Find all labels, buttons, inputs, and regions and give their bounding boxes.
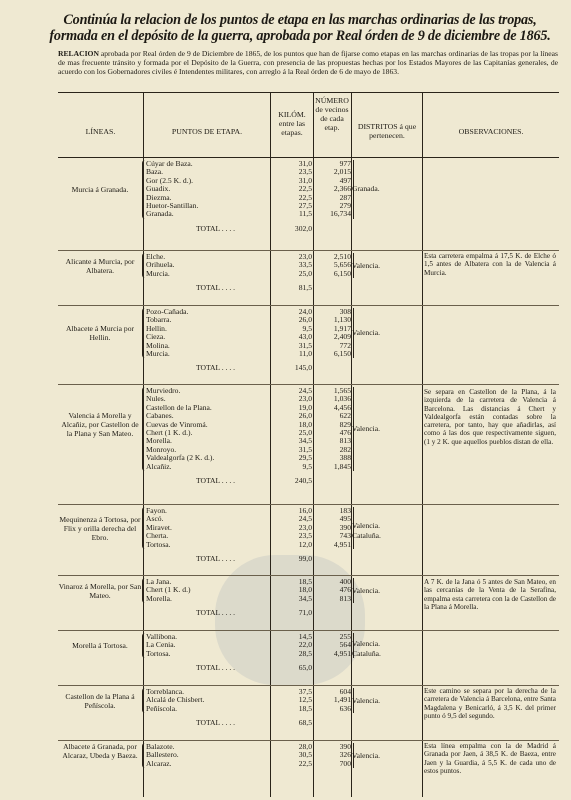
linea-label: Mequinenza á Tortosa, por Flix y orilla derecha del Ebro. <box>59 514 141 542</box>
km-value: 9,5 <box>302 461 312 471</box>
header-puntos: PUNTOS DE ETAPA. <box>171 127 243 136</box>
total-label: TOTAL . . . . <box>196 283 236 293</box>
etapa-town: Orihuela. <box>146 260 175 270</box>
vecinos-value: 390 <box>339 522 351 532</box>
km-value: 24,5 <box>298 386 312 395</box>
km-value: 11,5 <box>298 209 312 219</box>
section-separator <box>58 740 559 741</box>
total-value: 240,5 <box>294 476 312 485</box>
section-separator <box>58 685 559 686</box>
etapa-town: Cherta. <box>146 531 169 541</box>
km-value: 22,5 <box>298 758 312 768</box>
header-lineas: LÍNEAS. <box>85 127 116 136</box>
header-observaciones: OBSERVACIONES. <box>458 127 524 136</box>
vecinos-value: 476 <box>339 428 351 437</box>
km-value: 43,0 <box>298 332 312 342</box>
km-value: 12,0 <box>298 539 312 549</box>
etapa-town: Cieza. <box>146 332 166 342</box>
etapa-town: Murcia. <box>146 349 170 358</box>
total-value: 65,0 <box>298 663 312 673</box>
km-value: 14,5 <box>298 632 312 641</box>
section-separator <box>58 250 559 251</box>
header-top-rule <box>58 92 559 93</box>
total-label: TOTAL . . . . <box>196 663 236 673</box>
etapa-town: Diezma. <box>146 192 172 202</box>
km-value: 34,5 <box>298 436 312 446</box>
etapa-town: Elche. <box>146 252 166 261</box>
vecinos-value: 2,366 <box>333 184 351 194</box>
km-value: 24,0 <box>298 307 312 316</box>
vecinos-value: 700 <box>339 758 351 768</box>
vecinos-value: 495 <box>339 514 351 524</box>
observacion-text: Esta línea empalma con la de Madrid á Granada por Jaen, á 38,5 K. de Baeza, entre Jaen y la Guardia, á 5,5 K. de cada uno de estos puntos. <box>424 742 556 775</box>
vecinos-value: 1,130 <box>333 315 351 325</box>
total-value: 81,5 <box>298 283 312 293</box>
vecinos-value: 388 <box>339 453 351 463</box>
distrito-value: Valencia. <box>352 585 381 595</box>
km-value: 34,5 <box>298 593 312 603</box>
section-separator <box>58 384 559 385</box>
vecinos-value: 1,917 <box>333 323 351 333</box>
vecinos-value: 400 <box>339 577 351 586</box>
km-value: 18,5 <box>298 703 312 713</box>
vecinos-value: 497 <box>339 175 351 185</box>
distrito-value: Cataluña. <box>352 648 381 658</box>
intro-lead: RELACION <box>58 49 99 58</box>
etapa-town: Huetor-Santillan. <box>146 201 199 210</box>
etapa-town: Murcia. <box>146 268 170 278</box>
linea-label: Vinaroz á Morella, por San Mateo. <box>58 581 142 600</box>
total-label: TOTAL . . . . <box>196 363 236 373</box>
etapa-town: Ballestero. <box>146 750 179 760</box>
section-separator <box>58 630 559 631</box>
km-value: 18,0 <box>298 419 312 429</box>
etapa-town: Tortosa. <box>146 648 171 658</box>
km-value: 23,0 <box>298 394 312 404</box>
observacion-text: Esta carretera empalma á 17,5 K. de Elche ó 1,5 antes de Albatera con la de Valencia á Murcia. <box>424 252 556 277</box>
etapa-town: Chert (1 K. d.) <box>146 585 191 595</box>
total-value: 145,0 <box>294 363 312 373</box>
linea-label: Alicante á Murcia, por Albatera. <box>65 256 135 275</box>
header-vecinos: NÚMERO de vecinos de cada etap. <box>315 96 349 132</box>
etapa-town: Vallibona. <box>146 632 178 641</box>
vecinos-value: 1,036 <box>333 394 351 404</box>
km-value: 31,0 <box>298 159 312 168</box>
vecinos-value: 326 <box>339 750 351 760</box>
header-distritos: DISTRITOS á que pertenecen. <box>357 122 417 140</box>
etapa-town: Tobarra. <box>146 315 172 325</box>
km-value: 23,5 <box>298 167 312 177</box>
km-value: 31,5 <box>298 340 312 350</box>
km-value: 29,5 <box>298 453 312 463</box>
km-value: 18,0 <box>298 585 312 595</box>
linea-label: Albacete á Murcia por Hellin. <box>65 324 135 343</box>
vecinos-value: 390 <box>339 742 351 751</box>
distrito-value: Valencia. <box>352 638 381 648</box>
vecinos-value: 743 <box>339 531 351 541</box>
km-value: 28,0 <box>298 742 312 751</box>
column-divider <box>270 92 271 797</box>
etapa-town: Granada. <box>146 209 174 219</box>
vecinos-value: 287 <box>339 192 351 202</box>
page-title: Continúa la relacion de los puntos de etapa en las marchas ordinarias de las tropas, formada en el depósito de la guerra, aprobada por Real órden de 9 de diciembre de 1865. <box>49 12 551 44</box>
etapa-town: Monroyo. <box>146 444 177 454</box>
header-kilom: KILÓM. entre las etapas. <box>278 110 306 137</box>
etapa-town: Fayon. <box>146 506 167 515</box>
km-value: 25,0 <box>298 268 312 278</box>
vecinos-value: 622 <box>339 411 351 421</box>
total-label: TOTAL . . . . <box>196 223 236 233</box>
vecinos-value: 1,845 <box>333 461 351 471</box>
km-value: 23,0 <box>298 252 312 261</box>
linea-label: Murcia á Granada. <box>71 184 129 194</box>
total-value: 71,0 <box>298 608 312 618</box>
etapa-town: Murviedro. <box>146 386 181 395</box>
etapa-town: Cúyar de Baza. <box>146 159 193 168</box>
etapa-town: Cuevas de Vinromá. <box>146 419 208 429</box>
vecinos-value: 4,951 <box>333 648 351 658</box>
etapa-town: Alcalá de Chisbert. <box>146 695 205 705</box>
km-value: 11,0 <box>298 349 312 358</box>
km-value: 16,0 <box>298 506 312 515</box>
observacion-text: Este camino se separa por la derecha de la carretera de Valencia á Barcelona, entre Santa Magdalena y Benicarló, á 3,5 K. del primer punto ó 9,5 del segundo. <box>424 687 556 720</box>
etapa-town: Ascó. <box>146 514 164 524</box>
vecinos-value: 813 <box>339 436 351 446</box>
etapa-town: Gor (2.5 K. d.). <box>146 175 194 185</box>
vecinos-value: 279 <box>339 201 351 210</box>
intro-text: aprobada por Real órden de 9 de Diciembre de 1865, de los puntos que han de fijarse como etapas en las marchas ordinarias de las tropas por la líneas de mas frecuente tránsito y formada por el Depósito de la Guerra, con presencia de las propuestas hechas por los Estados Mayores de las Capitanías generales, de acuerdo con los Gobernadores civiles é Intendentes militares, con arreglo á la Real órden de 6 de mayo de 1863. <box>58 49 558 76</box>
etapa-town: Chert (1 K. d.). <box>146 428 193 437</box>
vecinos-value: 772 <box>339 340 351 350</box>
vecinos-value: 282 <box>339 444 351 454</box>
section-separator <box>58 575 559 576</box>
vecinos-value: 4,951 <box>333 539 351 549</box>
distrito-value: Valencia. <box>352 424 381 433</box>
column-divider <box>422 92 423 797</box>
linea-label: Valencia á Morella y Alcañiz, por Castellon de la Plana y San Mateo. <box>61 411 139 438</box>
total-label: TOTAL . . . . <box>196 608 236 618</box>
etapa-town: Miravet. <box>146 522 172 532</box>
km-value: 33,5 <box>298 260 312 270</box>
etapa-town: Guadix. <box>146 184 171 194</box>
total-value: 68,5 <box>298 718 312 728</box>
total-label: TOTAL . . . . <box>196 554 236 563</box>
km-value: 26,0 <box>298 315 312 325</box>
vecinos-value: 2,510 <box>333 252 351 261</box>
etapa-town: Balazote. <box>146 742 175 751</box>
etapa-town: Alcaraz. <box>146 758 172 768</box>
vecinos-value: 6,150 <box>333 349 351 358</box>
linea-label: Albacete á Granada, por Alcaraz, Ubeda y Baeza. <box>62 742 138 761</box>
km-value: 31,5 <box>298 444 312 454</box>
vecinos-value: 1,491 <box>333 695 351 705</box>
linea-label: Castellon de la Plana á Peñíscola. <box>65 691 135 710</box>
etapa-town: Peñíscola. <box>146 703 178 713</box>
distrito-value: Valencia. <box>352 521 381 530</box>
km-value: 23,5 <box>298 531 312 541</box>
etapa-town: Alcañiz. <box>146 461 172 471</box>
etapa-town: Castellon de la Plana. <box>146 402 212 412</box>
distrito-value: Cataluña. <box>352 531 381 540</box>
etapa-town: Pozo-Cañada. <box>146 307 189 316</box>
km-value: 26,0 <box>298 411 312 421</box>
etapa-town: Cabanes. <box>146 411 174 421</box>
etapa-town: Morella. <box>146 593 172 603</box>
distrito-value: Valencia. <box>352 260 381 270</box>
vecinos-value: 4,456 <box>333 402 351 412</box>
section-separator <box>58 305 559 306</box>
etapa-town: Valdealgorfa (2 K. d.). <box>146 453 215 463</box>
km-value: 12,5 <box>298 695 312 705</box>
vecinos-value: 564 <box>339 640 351 650</box>
etapa-town: Hellin. <box>146 323 167 333</box>
etapa-town: Torreblanca. <box>146 687 185 696</box>
linea-label: Morella á Tortosa. <box>72 641 128 651</box>
etapa-town: Nules. <box>146 394 166 404</box>
vecinos-value: 6,150 <box>333 268 351 278</box>
km-value: 25,0 <box>298 428 312 437</box>
vecinos-value: 308 <box>339 307 351 316</box>
km-value: 9,5 <box>302 323 312 333</box>
distrito-value: Valencia. <box>352 695 381 705</box>
total-value: 302,0 <box>294 223 312 233</box>
km-value: 23,0 <box>298 522 312 532</box>
vecinos-value: 2,409 <box>333 332 351 342</box>
vecinos-value: 5,656 <box>333 260 351 270</box>
etapa-town: La Jana. <box>146 577 172 586</box>
etapa-town: Tortosa. <box>146 539 171 549</box>
km-value: 22,5 <box>298 192 312 202</box>
total-label: TOTAL . . . . <box>196 476 236 485</box>
vecinos-value: 829 <box>339 419 351 429</box>
km-value: 28,5 <box>298 648 312 658</box>
vecinos-value: 1,565 <box>333 386 351 395</box>
observacion-text: A 7 K. de la Jana ó 5 antes de San Mateo, en las cercanías de la Venta de la Serafina, empalma esta carretera con la de Castellon de la Plana á Morella. <box>424 578 556 611</box>
km-value: 22,5 <box>298 184 312 194</box>
km-value: 24,5 <box>298 514 312 524</box>
km-value: 19,0 <box>298 402 312 412</box>
vecinos-value: 2,015 <box>333 167 351 177</box>
section-separator <box>58 504 559 505</box>
km-value: 37,5 <box>298 687 312 696</box>
distrito-value: Valencia. <box>352 328 381 338</box>
km-value: 30,5 <box>298 750 312 760</box>
total-label: TOTAL . . . . <box>196 718 236 728</box>
etapa-town: Morella. <box>146 436 172 446</box>
total-value: 99,0 <box>298 554 312 563</box>
intro-paragraph <box>58 49 558 76</box>
vecinos-value: 476 <box>339 585 351 595</box>
km-value: 18,5 <box>298 577 312 586</box>
vecinos-value: 183 <box>339 506 351 515</box>
km-value: 27,5 <box>298 201 312 210</box>
etapa-town: La Cenia. <box>146 640 176 650</box>
vecinos-value: 604 <box>339 687 351 696</box>
km-value: 31,0 <box>298 175 312 185</box>
km-value: 22,0 <box>298 640 312 650</box>
vecinos-value: 636 <box>339 703 351 713</box>
etapa-town: Baza. <box>146 167 164 177</box>
header-bottom-rule <box>58 157 559 158</box>
vecinos-value: 255 <box>339 632 351 641</box>
distrito-value: Valencia. <box>352 750 381 760</box>
vecinos-value: 813 <box>339 593 351 603</box>
distrito-value: Granada. <box>352 184 380 194</box>
observacion-text: Se separa en Castellon de la Plana, á la izquierda de la carretera de Valencia á Barcelona. Las distancias á Chert y Valdealgorfa están contadas sobre la carretera, por tanto, hay que añadirlas, así como á las dos que respectivamente siguen, (1 y 2 K. que aquellos pueblos distan de ella. <box>424 388 556 446</box>
vecinos-value: 16,734 <box>330 209 351 219</box>
vecinos-value: 977 <box>339 159 351 168</box>
etapa-town: Molina. <box>146 340 170 350</box>
